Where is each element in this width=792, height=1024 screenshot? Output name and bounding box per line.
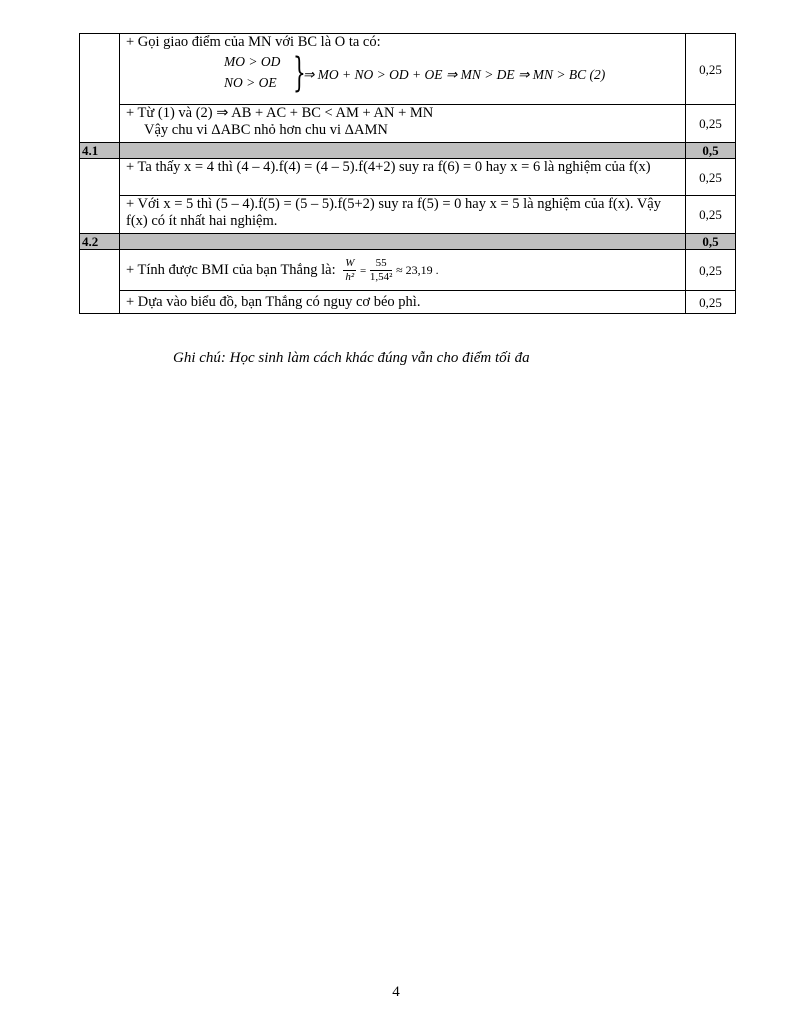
section-header-row xyxy=(80,143,736,159)
system-lines xyxy=(224,51,280,93)
table-row xyxy=(80,34,736,105)
answer-cell xyxy=(120,291,686,314)
section-blank xyxy=(120,143,686,159)
bmi-result: ≈ 23,19 . xyxy=(396,262,439,277)
answer-text: Vậy chu vi ΔABC nhỏ hơn chu vi ΔAMN xyxy=(144,122,388,138)
points-cell: 0,25 xyxy=(686,159,736,196)
page-number: 4 xyxy=(392,984,400,1000)
empty-cell xyxy=(80,34,120,143)
fraction-denominator: h² xyxy=(345,270,355,283)
points-cell: 0,25 xyxy=(686,250,736,291)
table-row xyxy=(80,291,736,314)
answer-text: + Ta thấy x = 4 thì (4 – 4).f(4) = (4 – 5).f(4+2) suy ra f(6) = 0 hay x = 6 là nghiệm của f(x) xyxy=(126,159,651,175)
fraction-denominator: 1,54² xyxy=(369,270,393,283)
implication-chain: ⇒ MO + NO > OD + OE ⇒ MN > DE ⇒ MN > BC (2) xyxy=(303,67,606,82)
points-cell: 0,25 xyxy=(686,105,736,143)
section-label: 4.1 xyxy=(80,143,120,159)
system-line-2: NO > OE xyxy=(224,75,277,90)
answer-text: + Dựa vào biểu đồ, bạn Thắng có nguy cơ béo phì. xyxy=(126,293,421,310)
system-line-1: MO > OD xyxy=(224,54,281,69)
section-label: 4.2 xyxy=(80,234,120,250)
points-cell: 0,25 xyxy=(686,196,736,234)
answer-text: + Với x = 5 thì (5 – 4).f(5) = (5 – 5).f(5+2) suy ra f(5) = 0 hay x = 5 là nghiệm của f(x). Vậy f(x) có ít nhất hai nghiệm. xyxy=(126,196,661,229)
empty-cell xyxy=(80,159,120,234)
table-row xyxy=(80,159,736,196)
table-row xyxy=(80,196,736,234)
answer-text: + Tính được BMI của bạn Thắng là: xyxy=(126,261,336,278)
section-header-row xyxy=(80,234,736,250)
section-points: 0,5 xyxy=(686,143,736,159)
empty-cell xyxy=(80,250,120,314)
section-points: 0,5 xyxy=(686,234,736,250)
answer-text: + Gọi giao điểm của MN với BC là O ta có: xyxy=(126,34,381,50)
table-row xyxy=(80,250,736,291)
bmi-formula-fraction xyxy=(343,257,356,284)
answer-cell xyxy=(120,159,686,196)
inequality-system xyxy=(126,51,679,103)
answer-cell xyxy=(120,250,686,291)
answer-cell xyxy=(120,34,686,105)
equals-sign: = xyxy=(360,264,367,277)
table-row xyxy=(80,105,736,143)
answer-text: + Từ (1) và (2) ⇒ AB + AC + BC < AM + AN + MN xyxy=(126,105,434,121)
points-cell: 0,25 xyxy=(686,291,736,314)
points-cell: 0,25 xyxy=(686,34,736,105)
grading-note: Ghi chú: Học sinh làm cách khác đúng vẫn cho điểm tối đa xyxy=(173,350,530,366)
bmi-value-fraction xyxy=(370,257,393,284)
fraction-numerator: W xyxy=(345,256,355,269)
section-blank xyxy=(120,234,686,250)
answer-cell xyxy=(120,196,686,234)
answer-cell xyxy=(120,105,686,143)
grading-table xyxy=(79,33,736,314)
fraction-numerator: 55 xyxy=(370,257,393,271)
right-brace-icon: } xyxy=(293,50,306,96)
